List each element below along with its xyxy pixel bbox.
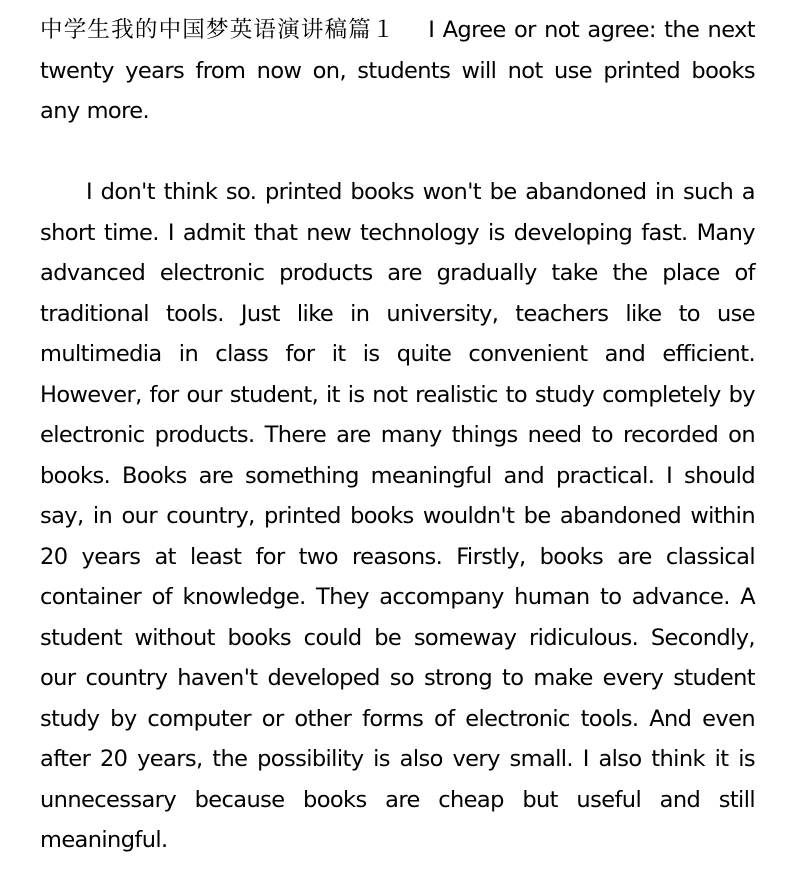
paragraph-gap <box>40 132 755 173</box>
essay-paragraph: I don't think so. printed books won't be abandoned in such a short time. I admit that new technology is developing fast. Many advanced electronic products are gradually take the place of traditional tools. Just like in university, teachers like to use multimedia in class for it is quite convenient and efficient. However, for our student, it is not realistic to study completely by electronic products. There are many things need to recorded on books. Books are something meaningful and practical. I should say, in our country, printed books wouldn't be abandoned within 20 years at least for two reasons. Firstly, books are classical container of knowledge. They accompany human to advance. A student without books could be someway ridiculous. Secondly, our country haven't developed so strong to make every student study by computer or other forms of electronic tools. And even after 20 years, the possibility is also very small. I also think it is unnecessary because books are cheap but useful and still meaningful. <box>40 179 755 853</box>
document-body <box>40 10 755 861</box>
heading-paragraph <box>40 10 755 132</box>
topic-statement: I Agree or not agree: the next twenty years from now on, students will not use printed books any more. <box>40 17 755 124</box>
document-title: 中学生我的中国梦英语演讲稿篇１ <box>40 17 396 43</box>
